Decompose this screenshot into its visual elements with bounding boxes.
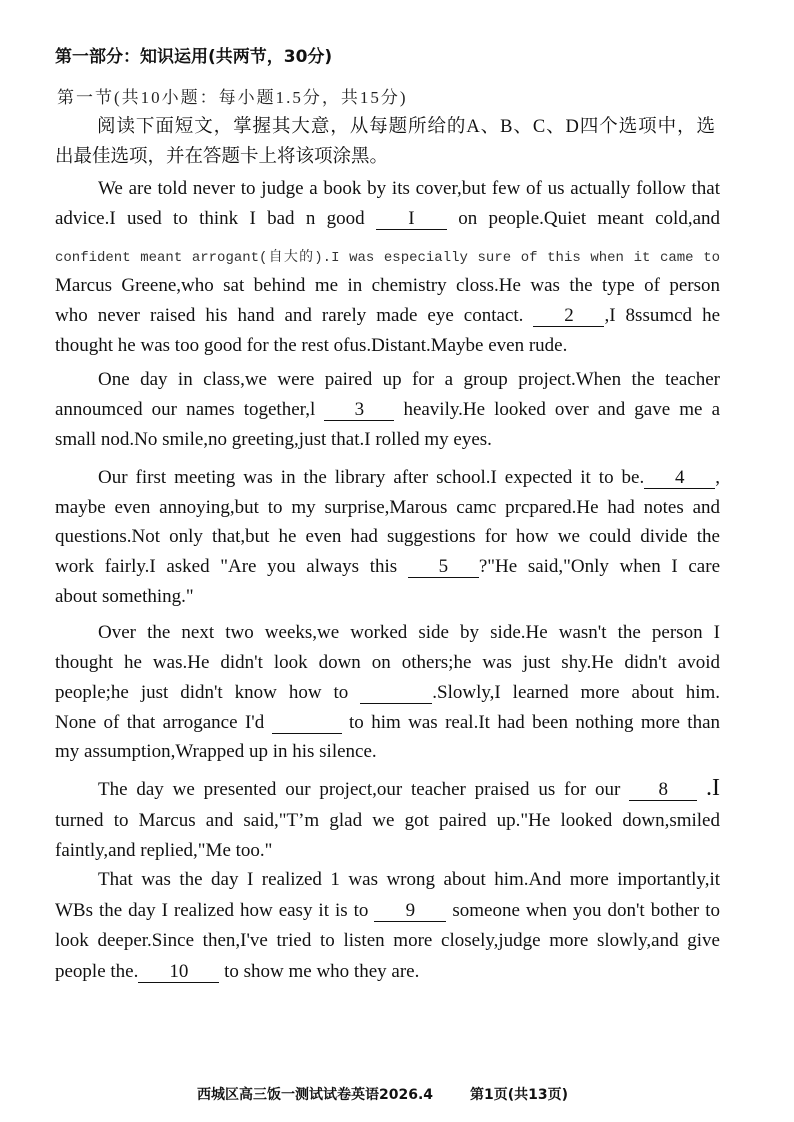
passage-line: Marcus Greene,who sat behind me in chemistry closs.He was the type of person bbox=[55, 275, 720, 296]
line-text: ,I 8ssumcd he bbox=[604, 305, 721, 326]
blank-7 bbox=[272, 713, 342, 734]
blank-10: 10 bbox=[138, 962, 219, 983]
blank-8: 8 bbox=[629, 780, 697, 801]
passage-line: We are told never to judge a book by its cover,but few of us actually follow that bbox=[98, 178, 720, 199]
line-text: .Slowly,I learned more about him. bbox=[432, 682, 721, 703]
line-text: WBs the day I realized how easy it is to bbox=[55, 900, 369, 921]
footer-page-number: 第1页(共13页) bbox=[470, 1087, 569, 1103]
passage-line: thought he was.He didn't look down on others;he was just shy.He didn't avoid bbox=[55, 652, 720, 673]
line-text: , bbox=[715, 467, 720, 488]
blank-6 bbox=[360, 683, 432, 704]
passage-line: turned to Marcus and said,"T’m glad we got paired up."He looked down,smiled bbox=[55, 810, 720, 831]
passage-line bbox=[55, 711, 720, 735]
passage-line: faintly,and replied,"Me too." bbox=[55, 840, 273, 861]
line-text: heavily.He looked over and gave me a bbox=[403, 399, 721, 420]
line-text: ?"He said,"Only when I care bbox=[478, 556, 720, 577]
passage-line: look deeper.Since then,I've tried to listen more closely,judge more slowly,and give bbox=[55, 930, 720, 951]
passage-line bbox=[98, 466, 720, 490]
line-text: to show me who they are. bbox=[224, 961, 420, 982]
passage-line bbox=[55, 398, 720, 422]
blank-4: 4 bbox=[644, 468, 715, 489]
passage-line: That was the day I realized 1 was wrong about him.And more importantly,it bbox=[98, 869, 720, 890]
passage-line bbox=[55, 304, 720, 328]
passage-line bbox=[55, 960, 720, 984]
line-text: Our first meeting was in the library after school.I expected it to be. bbox=[98, 467, 645, 488]
line-text: people;he just didn't know how to bbox=[55, 682, 349, 703]
blank-9: 9 bbox=[374, 901, 446, 922]
blank-2: 2 bbox=[533, 306, 604, 327]
blank-3: 3 bbox=[324, 400, 394, 421]
passage-line: small nod.No smile,no greeting,just that.I rolled my eyes. bbox=[55, 429, 492, 450]
line-text: work fairly.I asked "Are you always this bbox=[55, 556, 398, 577]
passage-line: confident meant arrogant(自大的).I was especially sure of this when it came to bbox=[55, 250, 720, 266]
instructions-line: 出最佳选项，并在答题卡上将该项涂黑。 bbox=[55, 147, 389, 167]
line-text: advice.I used to think I bad n good bbox=[55, 208, 365, 229]
line-text: annoumced our names together,l bbox=[55, 399, 316, 420]
blank-1: I bbox=[376, 209, 447, 230]
passage-line: One day in class,we were paired up for a group project.When the teacher bbox=[98, 369, 720, 390]
passage-line: about something." bbox=[55, 586, 194, 607]
passage-line bbox=[55, 899, 720, 923]
line-text: someone when you don't bother to bbox=[452, 900, 720, 921]
passage-line: maybe even annoying,but to my surprise,Marous camc prcpared.He had notes and bbox=[55, 497, 720, 518]
blank-5: 5 bbox=[408, 557, 479, 578]
line-text: people the. bbox=[55, 961, 139, 982]
passage-line bbox=[98, 776, 720, 802]
line-text: who never raised his hand and rarely made eye contact. bbox=[55, 305, 524, 326]
passage-line: thought he was too good for the rest ofus.Distant.Maybe even rude. bbox=[55, 335, 568, 356]
passage-line bbox=[55, 555, 720, 579]
footer-exam-title: 西城区高三饭一测试试卷英语2026.4 bbox=[197, 1087, 434, 1103]
passage-line: questions.Not only that,but he even had suggestions for how we could divide the bbox=[55, 526, 720, 547]
instructions-line: 阅读下面短文，掌握其大意，从每题所给的A、B、C、D四个选项中，选 bbox=[97, 117, 715, 137]
passage-line: Over the next two weeks,we worked side by side.He wasn't the person I bbox=[98, 622, 720, 643]
passage-line bbox=[55, 681, 720, 705]
line-text: to him was real.It had been nothing more than bbox=[349, 712, 721, 733]
line-text: None of that arrogance I'd bbox=[55, 712, 265, 733]
passage-line: my assumption,Wrapped up in his silence. bbox=[55, 741, 377, 762]
line-text: on people.Quiet meant cold,and bbox=[458, 208, 720, 229]
line-text: .I bbox=[706, 775, 721, 801]
passage-line bbox=[55, 207, 720, 231]
section-title: 第一节(共10小题：每小题1.5分，共15分) bbox=[57, 88, 408, 107]
line-text: The day we presented our project,our teacher praised us for our bbox=[98, 779, 621, 800]
part-title: 第一部分：知识运用(共两节，30分) bbox=[55, 47, 333, 67]
